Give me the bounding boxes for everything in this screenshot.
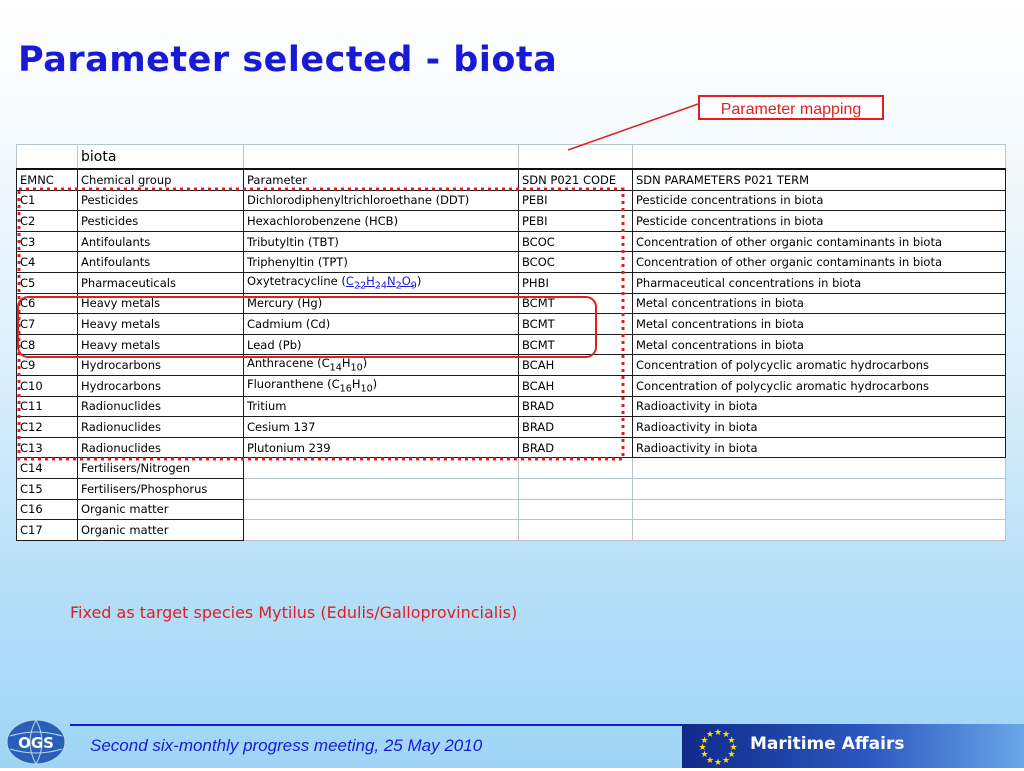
cell-group: Organic matter bbox=[78, 499, 244, 520]
cell-emnc: C15 bbox=[17, 478, 78, 499]
cell-group: Heavy metals bbox=[78, 293, 244, 314]
cell-code: BCOC bbox=[519, 252, 633, 273]
cell-group: Organic matter bbox=[78, 520, 244, 541]
footer-divider bbox=[70, 724, 682, 726]
cell-parameter: Mercury (Hg) bbox=[244, 293, 519, 314]
cell-group: Pesticides bbox=[78, 211, 244, 232]
cell-emnc: C8 bbox=[17, 334, 78, 355]
cell-code: BCMT bbox=[519, 293, 633, 314]
cell-emnc: C14 bbox=[17, 458, 78, 479]
cell-code: PEBI bbox=[519, 211, 633, 232]
target-species-note: Fixed as target species Mytilus (Edulis/Galloprovincialis) bbox=[70, 603, 518, 622]
cell-parameter: Cadmium (Cd) bbox=[244, 314, 519, 335]
slide-title: Parameter selected - biota bbox=[18, 40, 558, 80]
svg-text:★: ★ bbox=[700, 750, 709, 760]
cell-parameter: Tritium bbox=[244, 396, 519, 417]
svg-text:★: ★ bbox=[727, 750, 736, 760]
cell-parameter: Dichlorodiphenyltrichloroethane (DDT) bbox=[244, 190, 519, 211]
cell-term: Metal concentrations in biota bbox=[633, 334, 1006, 355]
cell-term: Metal concentrations in biota bbox=[633, 293, 1006, 314]
cell-emnc: C11 bbox=[17, 396, 78, 417]
formula-link-n[interactable]: $N_2$ bbox=[386, 274, 402, 292]
cell-term: Concentration of other organic contaminants in biota bbox=[633, 231, 1006, 252]
cell-term: Metal concentrations in biota bbox=[633, 314, 1006, 335]
cell-emnc: C4 bbox=[17, 252, 78, 273]
header-emnc: EMNC bbox=[17, 169, 78, 190]
footer-meeting-text: Second six-monthly progress meeting, 25 May 2010 bbox=[90, 736, 483, 755]
cell-group: Heavy metals bbox=[78, 334, 244, 355]
cell-term: Pesticide concentrations in biota bbox=[633, 211, 1006, 232]
svg-text:★: ★ bbox=[713, 728, 723, 738]
svg-text:★: ★ bbox=[721, 730, 731, 740]
cell-code: PHBI bbox=[519, 272, 633, 293]
cell-parameter: Tributyltin (TBT) bbox=[244, 231, 519, 252]
cell-parameter: Triphenyltin (TPT) bbox=[244, 252, 519, 273]
formula-link-c[interactable]: $C_{22}$ bbox=[345, 274, 367, 292]
parameter-mapping-callout: Parameter mapping bbox=[698, 95, 884, 120]
cell-group: Hydrocarbons bbox=[78, 375, 244, 396]
eu-stars-icon bbox=[696, 726, 740, 766]
cell-group: Fertilisers/Phosphorus bbox=[78, 478, 244, 499]
svg-text:★: ★ bbox=[713, 758, 723, 766]
cell-term: Concentration of polycyclic aromatic hydrocarbons bbox=[633, 355, 1006, 376]
cell-term: Pesticide concentrations in biota bbox=[633, 190, 1006, 211]
cell-parameter-formula: Fluoranthene $(C_{16}H_{10})$ bbox=[244, 375, 519, 396]
cell-code: BCOC bbox=[519, 231, 633, 252]
cell-code: BCAH bbox=[519, 375, 633, 396]
cell-emnc: C2 bbox=[17, 211, 78, 232]
cell-emnc: C1 bbox=[17, 190, 78, 211]
cell-emnc: C13 bbox=[17, 437, 78, 458]
section-label: biota bbox=[78, 145, 244, 170]
globe-icon bbox=[4, 716, 68, 766]
maritime-affairs-banner bbox=[682, 724, 1024, 768]
header-chemical-group: Chemical group bbox=[78, 169, 244, 190]
svg-text:★: ★ bbox=[727, 736, 736, 746]
cell-emnc: C10 bbox=[17, 375, 78, 396]
cell-term: Concentration of other organic contaminants in biota bbox=[633, 252, 1006, 273]
cell-group: Pharmaceuticals bbox=[78, 272, 244, 293]
svg-text:★: ★ bbox=[698, 743, 707, 753]
mapping-dotted-box bbox=[19, 189, 623, 459]
cell-group: Antifoulants bbox=[78, 252, 244, 273]
cell-term: Radioactivity in biota bbox=[633, 417, 1006, 438]
cell-emnc: C9 bbox=[17, 355, 78, 376]
cell-emnc: C6 bbox=[17, 293, 78, 314]
cell-code: BRAD bbox=[519, 396, 633, 417]
cell-parameter: Hexachlorobenzene (HCB) bbox=[244, 211, 519, 232]
formula-link-h[interactable]: $H_{24}$ bbox=[366, 274, 387, 292]
cell-term: Radioactivity in biota bbox=[633, 437, 1006, 458]
cell-parameter: Lead (Pb) bbox=[244, 334, 519, 355]
svg-text:★: ★ bbox=[700, 736, 709, 746]
header-sdn-code: SDN P021 CODE bbox=[519, 169, 633, 190]
maritime-affairs-label: Maritime Affairs bbox=[750, 734, 905, 754]
cell-code: BCAH bbox=[519, 355, 633, 376]
cell-group: Pesticides bbox=[78, 190, 244, 211]
ogs-logo bbox=[4, 716, 68, 771]
svg-text:★: ★ bbox=[729, 743, 738, 753]
cell-term: Pharmaceutical concentrations in biota bbox=[633, 272, 1006, 293]
cell-code: BRAD bbox=[519, 437, 633, 458]
callout-pointer-line bbox=[568, 104, 698, 150]
formula-text: Oxytetracycline ( bbox=[247, 274, 346, 289]
cell-emnc: C7 bbox=[17, 314, 78, 335]
cell-emnc: C16 bbox=[17, 499, 78, 520]
cell-group: Radionuclides bbox=[78, 396, 244, 417]
cell-emnc: C17 bbox=[17, 520, 78, 541]
cell-emnc: C12 bbox=[17, 417, 78, 438]
cell-group: Heavy metals bbox=[78, 314, 244, 335]
cell-group: Fertilisers/Nitrogen bbox=[78, 458, 244, 479]
svg-text:★: ★ bbox=[721, 756, 731, 766]
ogs-logo-text: OGS bbox=[18, 734, 54, 752]
cell-emnc: C5 bbox=[17, 272, 78, 293]
heavy-metals-highlight bbox=[18, 297, 596, 357]
cell-code: PEBI bbox=[519, 190, 633, 211]
cell-code: BCMT bbox=[519, 334, 633, 355]
svg-text:★: ★ bbox=[705, 756, 715, 766]
cell-group: Radionuclides bbox=[78, 437, 244, 458]
cell-term: Concentration of polycyclic aromatic hydrocarbons bbox=[633, 375, 1006, 396]
formula-link-o[interactable]: $O_9$ bbox=[401, 274, 417, 292]
cell-code: BRAD bbox=[519, 417, 633, 438]
cell-term: Radioactivity in biota bbox=[633, 396, 1006, 417]
cell-parameter: Plutonium 239 bbox=[244, 437, 519, 458]
cell-parameter-formula: Anthracene $(C_{14}H_{10})$ bbox=[244, 355, 519, 376]
formula-text: ) bbox=[416, 274, 422, 289]
cell-group: Hydrocarbons bbox=[78, 355, 244, 376]
header-sdn-term: SDN PARAMETERS P021 TERM bbox=[633, 169, 1006, 190]
svg-text:★: ★ bbox=[705, 730, 715, 740]
cell-group: Antifoulants bbox=[78, 231, 244, 252]
header-parameter: Parameter bbox=[244, 169, 519, 190]
cell-emnc: C3 bbox=[17, 231, 78, 252]
cell-parameter: Cesium 137 bbox=[244, 417, 519, 438]
cell-group: Radionuclides bbox=[78, 417, 244, 438]
cell-code: BCMT bbox=[519, 314, 633, 335]
